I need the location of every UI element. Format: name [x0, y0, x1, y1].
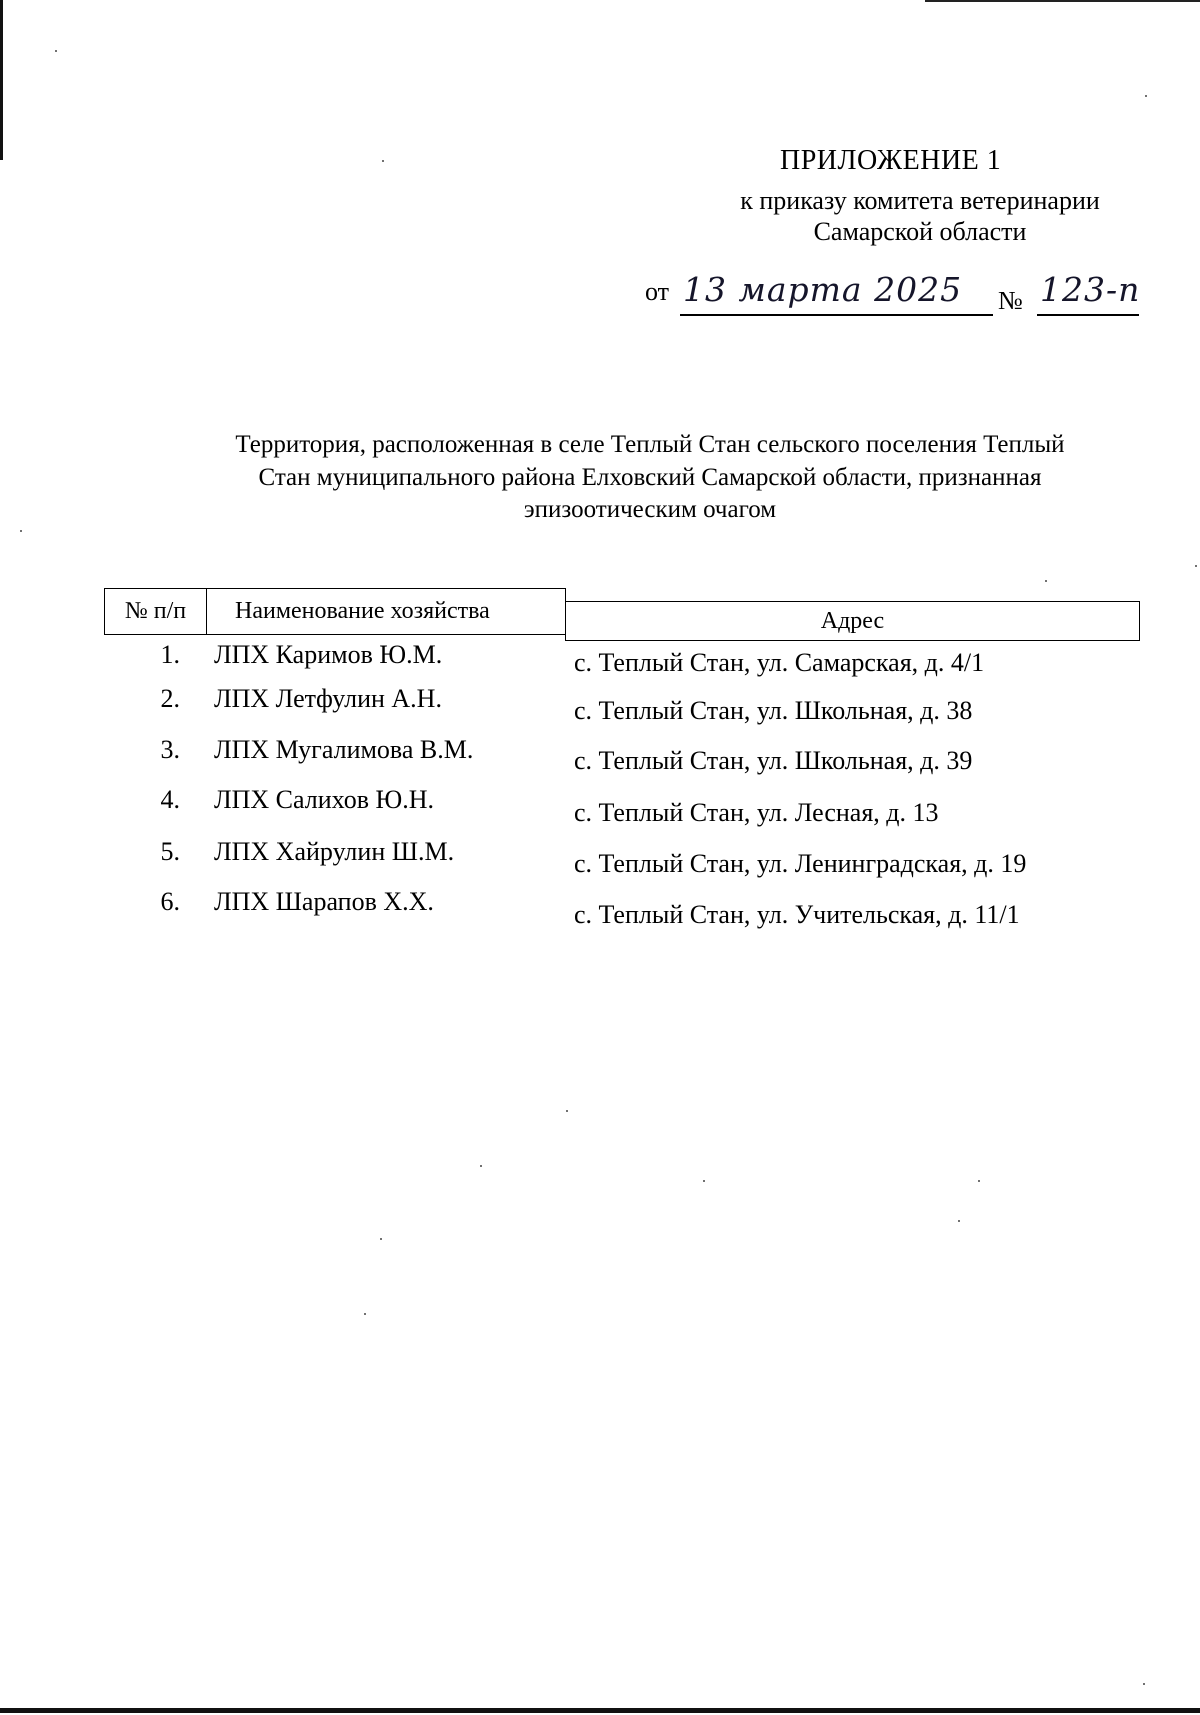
scan-speck [480, 1165, 482, 1167]
row-address: с. Теплый Стан, ул. Учительская, д. 11/1 [574, 900, 1020, 929]
row-farm-name: ЛПХ Хайрулин Ш.М. [214, 837, 455, 866]
row-farm-name: ЛПХ Летфулин А.Н. [214, 684, 442, 713]
appendix-line-2: Самарской области [813, 217, 1027, 246]
order-date-handwritten: 13 марта 2025 [683, 270, 963, 309]
scan-speck [1145, 95, 1147, 97]
order-from-label: от [645, 277, 670, 306]
scan-speck [55, 50, 57, 52]
scan-speck [364, 1313, 366, 1315]
scan-edge-top [925, 0, 1200, 2]
scan-speck [1045, 580, 1047, 582]
row-number: 1. [160, 640, 180, 669]
scan-speck [382, 160, 384, 162]
heading-line-2: Стан муниципального района Елховский Самарской области, признанная [258, 464, 1042, 491]
number-underline [1037, 314, 1139, 316]
heading-line-3: эпизоотическим очагом [523, 496, 777, 523]
scan-edge-bottom [0, 1708, 1200, 1713]
row-number: 6. [160, 887, 180, 916]
row-address: с. Теплый Стан, ул. Школьная, д. 39 [574, 746, 973, 775]
scan-speck [380, 1238, 382, 1240]
order-number-handwritten: 123-п [1040, 270, 1141, 309]
order-number-sign: № [998, 286, 1023, 315]
row-number: 3. [160, 735, 180, 764]
scan-speck [978, 1180, 980, 1182]
scan-speck [1195, 565, 1197, 567]
row-farm-name: ЛПХ Салихов Ю.Н. [214, 785, 434, 814]
heading-line-1: Территория, расположенная в селе Теплый Стан сельского поселения Теплый [235, 431, 1065, 458]
table-header-number: № п/п [104, 588, 207, 635]
date-underline [680, 314, 993, 316]
row-address: с. Теплый Стан, ул. Самарская, д. 4/1 [574, 648, 985, 677]
row-farm-name: ЛПХ Мугалимова В.М. [214, 735, 474, 764]
scan-speck [566, 1110, 568, 1112]
table-header-address: Адрес [565, 601, 1140, 641]
row-number: 2. [160, 684, 180, 713]
row-farm-name: ЛПХ Шарапов Х.Х. [214, 887, 434, 916]
row-number: 5. [160, 837, 180, 866]
appendix-title: ПРИЛОЖЕНИЕ 1 [780, 145, 1002, 176]
scan-edge-left [0, 0, 3, 160]
scan-speck [20, 530, 22, 532]
scan-speck [703, 1180, 705, 1182]
row-farm-name: ЛПХ Каримов Ю.М. [214, 640, 443, 669]
scan-speck [958, 1220, 960, 1222]
row-address: с. Теплый Стан, ул. Школьная, д. 38 [574, 696, 973, 725]
table-header-name: Наименование хозяйства [206, 588, 566, 635]
row-address: с. Теплый Стан, ул. Лесная, д. 13 [574, 798, 939, 827]
row-address: с. Теплый Стан, ул. Ленинградская, д. 19 [574, 849, 1027, 878]
appendix-line-1: к приказу комитета ветеринарии [740, 186, 1100, 215]
scan-speck [1143, 1683, 1145, 1685]
row-number: 4. [160, 785, 180, 814]
